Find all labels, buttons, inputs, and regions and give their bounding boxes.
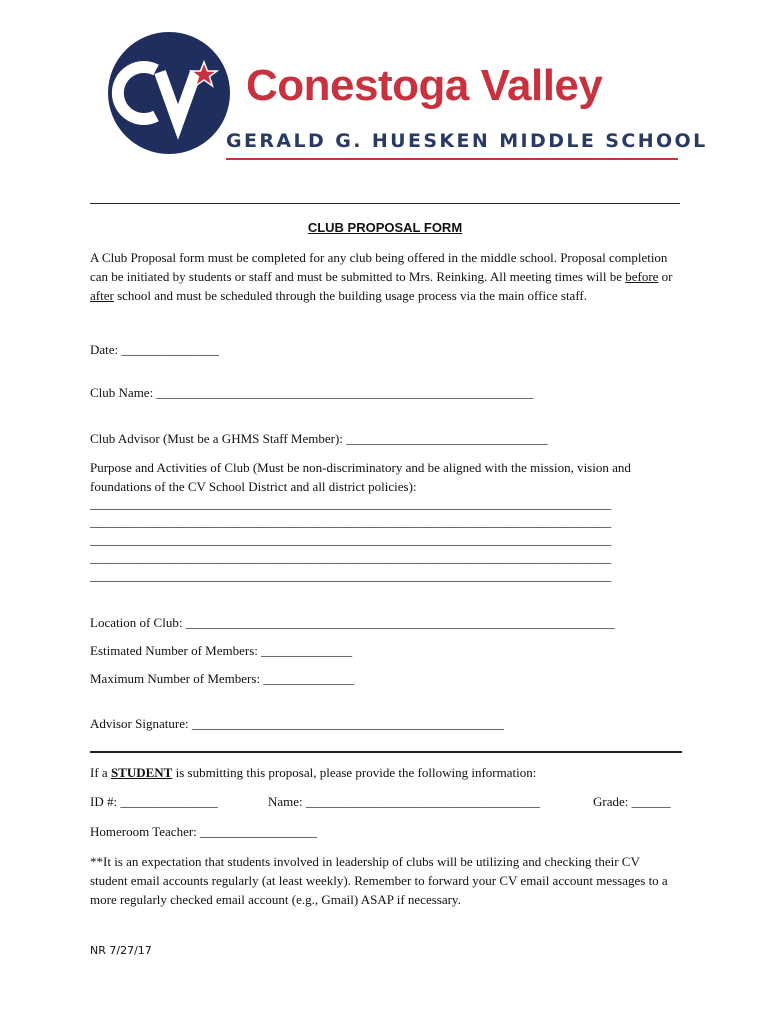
cv-logo-icon bbox=[108, 32, 230, 154]
email-note: **It is an expectation that students involved in leadership of clubs will be utilizing and checking their CV student email accounts regularly (at least weekly). Remember to forward your CV email account messages to a more regularly checked email account (e.g., Gmail) ASAP if necessary. bbox=[90, 854, 668, 907]
location-field[interactable]: Location of Club: __________________________________________________________________ bbox=[90, 615, 615, 630]
advisor-signature-field[interactable]: Advisor Signature: ________________________________________________ bbox=[90, 716, 504, 731]
intro-paragraph: A Club Proposal form must be completed for any club being offered in the middle school. Proposal completion can be initiated by students or staff and must be submitted to Mrs. Reinking. All meeting times will be before or after school and must be scheduled through the building usage process via the main office staff. bbox=[90, 250, 673, 303]
purpose-line[interactable]: ____________________________________________________________________________________ bbox=[90, 532, 611, 547]
estimated-members-field[interactable]: Estimated Number of Members: ______________ bbox=[90, 643, 353, 658]
purpose-line[interactable]: ____________________________________________________________________________________ bbox=[90, 568, 611, 583]
date-field[interactable]: Date: _______________ bbox=[90, 342, 219, 357]
club-name-field[interactable]: Club Name: __________________________________________________________ bbox=[90, 385, 534, 400]
section-divider bbox=[90, 751, 682, 753]
school-subtitle: GERALD G. HUESKEN MIDDLE SCHOOL bbox=[226, 130, 708, 152]
purpose-line[interactable]: ____________________________________________________________________________________ bbox=[90, 514, 611, 529]
header-divider bbox=[90, 203, 680, 204]
maximum-members-field[interactable]: Maximum Number of Members: ______________ bbox=[90, 671, 355, 686]
homeroom-teacher-field[interactable]: Homeroom Teacher: __________________ bbox=[90, 824, 318, 839]
purpose-line[interactable]: ____________________________________________________________________________________ bbox=[90, 496, 611, 511]
student-name-field[interactable]: Name: ____________________________________ bbox=[268, 794, 540, 809]
form-title: CLUB PROPOSAL FORM bbox=[307, 220, 463, 235]
school-logo bbox=[108, 32, 708, 172]
logo-divider bbox=[226, 158, 678, 160]
school-name: Conestoga Valley bbox=[246, 61, 603, 110]
footer-code: NR 7/27/17 bbox=[90, 944, 152, 957]
student-id-field[interactable]: ID #: _______________ bbox=[90, 794, 218, 809]
grade-field[interactable]: Grade: ______ bbox=[593, 794, 671, 809]
club-advisor-field[interactable]: Club Advisor (Must be a GHMS Staff Member): _______________________________ bbox=[90, 431, 548, 446]
student-intro: If a STUDENT is submitting this proposal, please provide the following information: bbox=[90, 765, 537, 780]
purpose-label: Purpose and Activities of Club (Must be non-discriminatory and be aligned with the mission, vision and foundations of the CV School District and all district policies): bbox=[90, 460, 631, 494]
purpose-line[interactable]: ____________________________________________________________________________________ bbox=[90, 550, 611, 565]
